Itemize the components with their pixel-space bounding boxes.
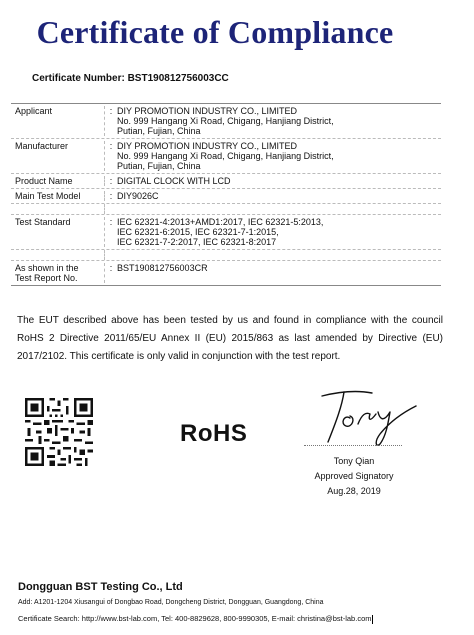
info-table <box>11 103 441 286</box>
report-label: As shown in the Test Report No. <box>11 263 105 283</box>
model-label: Main Test Model <box>11 191 105 201</box>
standard-label: Test Standard <box>11 217 105 247</box>
rohs-mark: RoHS <box>180 420 248 447</box>
signatory-name: Tony Qian <box>333 456 375 466</box>
product-row: Product Name : DIGITAL CLOCK WITH LCD <box>11 174 441 189</box>
manufacturer-row: Manufacturer : DIY PROMOTION INDUSTRY CO., LIMITED No. 999 Hangang Xi Road, Chigang, Hanjiang District, Putian, Fujian, China <box>11 139 441 174</box>
company-address: Add: A1201-1204 Xiusangui of Dongbao Road, Dongcheng District, Dongguan, Guangdong, China <box>18 599 324 606</box>
certificate-search <box>18 614 373 624</box>
certificate-title: Certificate of Compliance <box>36 14 394 50</box>
certificate-search-text[interactable]: Certificate Search: http://www.bst-lab.com, Tel: 400-8829628, 800-9990305, E-mail: christina@bst-lab.com <box>18 614 372 623</box>
product-value: DIGITAL CLOCK WITH LCD <box>117 176 231 186</box>
standard-value: IEC 62321-4:2013+AMD1:2017, IEC 62321-5:2013, IEC 62321-6:2015, IEC 62321-7-1:2015, IEC 62321-7-2:2017, IEC 62321-8:2017 <box>117 217 324 247</box>
manufacturer-value: DIY PROMOTION INDUSTRY CO., LIMITED No. 999 Hangang Xi Road, Chigang, Hanjiang District, Putian, Fujian, China <box>117 141 334 171</box>
manufacturer-label: Manufacturer <box>11 141 105 171</box>
signatory-role: Approved Signatory <box>314 471 394 481</box>
signature-image <box>316 384 426 450</box>
model-row: Main Test Model : DIY9026C <box>11 189 441 204</box>
spacer-row <box>11 250 441 261</box>
applicant-label: Applicant <box>11 106 105 136</box>
certificate-number: Certificate Number: BST190812756003CC <box>32 73 229 84</box>
product-label: Product Name <box>11 176 105 186</box>
applicant-value: DIY PROMOTION INDUSTRY CO., LIMITED No. 999 Hangang Xi Road, Chigang, Hanjiang District, Putian, Fujian, China <box>117 106 334 136</box>
signature-line <box>304 445 402 446</box>
report-value: BST190812756003CR <box>117 263 208 273</box>
applicant-row: Applicant : DIY PROMOTION INDUSTRY CO., LIMITED No. 999 Hangang Xi Road, Chigang, Hanjiang District, Putian, Fujian, China <box>11 104 441 139</box>
standard-row: Test Standard : IEC 62321-4:2013+AMD1:2017, IEC 62321-5:2013, IEC 62321-6:2015, IEC 62321-7-1:2015, IEC 62321-7-2:2017, IEC 62321-8:2017 <box>11 215 441 250</box>
signature-date: Aug.28, 2019 <box>327 486 381 496</box>
qr-code-icon[interactable] <box>25 398 93 466</box>
model-value: DIY9026C <box>117 191 159 201</box>
company-name: Dongguan BST Testing Co., Ltd <box>18 581 183 593</box>
text-cursor <box>372 615 373 624</box>
compliance-statement: The EUT described above has been tested by us and found in compliance with the council RoHS 2 Directive 2011/65/EU Annex II (EU) 2015/863 as last amended by Directive (EU) 2017/2102. This certificate is only valid in conjunction with the test report. <box>17 315 443 362</box>
signatory-block <box>296 454 412 499</box>
report-row: As shown in the Test Report No. : BST190812756003CR <box>11 261 441 285</box>
spacer-row <box>11 204 441 215</box>
